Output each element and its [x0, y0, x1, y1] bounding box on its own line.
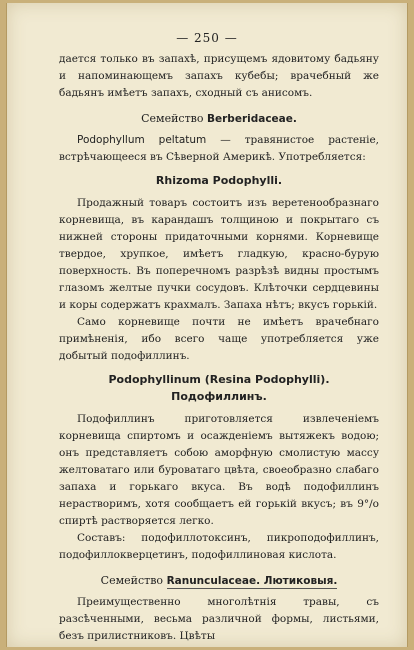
family-prefix: Семейство: [141, 112, 204, 125]
paragraph-podophyllin: Подофиллинъ приготовляется извлеченіемъ корневища спиртомъ и осажденіемъ вытяжекъ водою; онъ представляетъ собою аморфную смолистую массу желтоватаго или буроватаго цвѣта, своеобразно слабаго запаха и горькаго вкуса. Въ водѣ подофиллинъ нерастворимъ, хотя сообщаетъ ей горькій вкусъ; въ 9°/o спиртѣ растворяется легко.: [59, 413, 379, 527]
family2-prefix: Семейство: [100, 574, 164, 587]
page-number: — 250 —: [176, 31, 238, 45]
paragraph-usage: Само корневище почти не имѣетъ врачебнаго примѣненія, ибо всего чаще употребляется уже добытый подофиллинъ.: [59, 316, 379, 362]
page-body: [59, 51, 379, 645]
family-heading-ranunculaceae: [59, 572, 379, 590]
family2-name: Ranunculaceae. Лютиковыя.: [166, 575, 338, 587]
book-page: [6, 3, 408, 647]
plant-text: — травянистое растеніе, встрѣчающееся въ Сѣверной Америкѣ. Употребляется:: [59, 134, 379, 163]
paragraph-ranunculaceae: Преимущественно многолѣтнія травы, съ разсѣченными, весьма различной формы, листьями, безъ прилистниковъ. Цвѣты: [59, 596, 379, 642]
plant-description: [59, 132, 379, 166]
plant-latin-name: Podophyllum peltatum: [77, 134, 207, 146]
paragraph-rhizoma: Продажный товаръ состоитъ изъ веретенообразнаго корневища, въ карандашъ толщиною и покрытаго съ нижней стороны придаточными корнями. Корневище твердое, хрупкое, имѣетъ гладкую, красно-бурую поверхность. Въ поперечномъ разрѣзѣ видны простымъ глазомъ желтые пучки сосудовъ. Клѣточки сердцевины и коры содержатъ крахмалъ. Запаха нѣтъ; вкусъ горькій.: [59, 197, 379, 311]
subheading-podophyllinum: Podophyllinum (Resina Podophylli). Подофиллинъ.: [108, 373, 330, 403]
intro-text: дается только въ запахѣ, присущемъ ядовитому бадьяну и напоминающемъ запахъ кубебы; врачебный же бадьянъ имѣетъ запахъ, сходный съ анисомъ.: [59, 53, 379, 99]
family-name: Berberidaceae.: [207, 113, 297, 125]
family-heading-berberidaceae: [59, 110, 379, 128]
paragraph-composition: Составъ: подофиллотоксинъ, пикроподофиллинъ, подофиллокверцетинъ, подофиллиновая кислота.: [59, 532, 379, 561]
subheading-rhizoma: Rhizoma Podophylli.: [155, 174, 283, 187]
